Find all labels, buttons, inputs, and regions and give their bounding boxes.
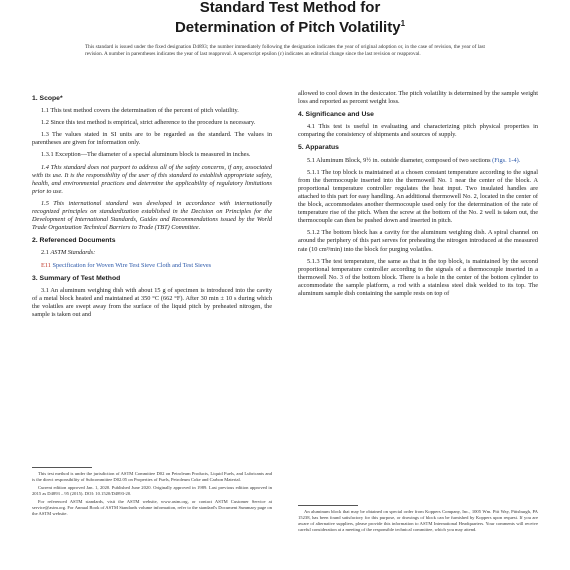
footnote-1: This test method is under the jurisdiction of ASTM Committee D02 on Petroleum Products, Liquid Fuels, and Lubricants and is the direct responsibility of Subcommittee D02.05 on Properties of Fuels, Petroleum Coke and Carbon Material. bbox=[32, 471, 272, 482]
left-column bbox=[32, 90, 272, 323]
paragraph-1-5: 1.5 This international standard was developed in accordance with internationally recognized principles on standardization established in the Decision on Principles for the Development of International Standards, Guides and Recommendations issued by the World Trade Organization Technical Barriers to Trade (TBT) Committee. bbox=[32, 199, 272, 232]
footnotes-left bbox=[32, 471, 272, 519]
paragraph-5-1-1: 5.1.1 The top block is maintained at a chosen constant temperature according to the signal from the thermocouple inserted into the thermowell No. 1 near the center of the block. A proportional temperature controller regulates the heat input. Two insulated handles are attached to this part for easy handling. An additional thermowell No. 2, located in the center of the block, accommodates another thermocouple used only for the determination of the rate of temperature rise of the pitch. When the screw at the bottom of the No. 2 well is taken out, the thermocouple can then be pushed down and inserted in pitch. bbox=[298, 168, 538, 225]
footnote-rule-right bbox=[298, 505, 358, 506]
footnotes-right bbox=[298, 509, 538, 535]
section-heading-referenced-documents: 2. Referenced Documents bbox=[32, 237, 116, 245]
document-title bbox=[80, 0, 500, 36]
right-column bbox=[298, 90, 538, 302]
paragraph-5-1-text: 5.1 Aluminum Block, 9½ in. outside diameter, composed of two sections bbox=[307, 156, 491, 164]
paragraph-3-1: 3.1 An aluminum weighing dish with about 15 g of specimen is introduced into the cavity of a metal block heated and maintained at 350 °C (662 °F). After 30 min ± 10 s during which the volatiles are swept away from the surface of the liquid pitch by preheated nitrogen, the sample is taken out and bbox=[32, 286, 272, 318]
designation-preamble: This standard is issued under the fixed designation D4893; the number immediately following the designation indicates the year of original adoption or, in the case of revision, the year of last revision. A number in parentheses indicates the year of last reapproval. A superscript epsilon (ε) indicates an editorial change since the last revision or reapproval. bbox=[85, 44, 485, 57]
title-line-2: Determination of Pitch Volatility bbox=[174, 19, 401, 36]
paragraph-1-4: 1.4 This standard does not purport to address all of the safety concerns, if any, associated with its use. It is the responsibility of the user of this standard to establish appropriate safety, health, and environmental practices and determine the applicability of regulatory limitations prior to use. bbox=[32, 163, 272, 195]
reference-e11-link[interactable]: E11 bbox=[41, 261, 51, 269]
paragraph-4-1: 4.1 This test is useful in evaluating and characterizing pitch physical properties in comparing the consistency of shipments and sources of supply. bbox=[298, 123, 538, 139]
reference-text: ASTM Standards: bbox=[50, 249, 96, 257]
paragraph-5-1-3: 5.1.3 The test temperature, the same as that in the top block, is maintained by the second proportional temperature controller according to the signals of a thermocouple inserted in a thermowell No. 3 of the bottom block. There is a hole in the center of the bottom cylinder to accommodate the sample platform, a rod with a stainless steel disk welded to its top. The aluminum sample dish containing the sample rests on top of bbox=[298, 257, 538, 297]
title-footnote-mark: 1 bbox=[400, 19, 406, 28]
footnote-4: An aluminum block that may be obtained on special order from Koppers Company, Inc., 1005 Wm. Pitt Way, Pittsburgh, PA 15238, has been found satisfactory for this purpose, or drawings of block can be furnished by Koppers upon request. If you are aware of alternative suppliers, please provide this information to ASTM International Headquarters. Your comments will receive careful consideration at a meeting of the responsible technical committee, which you may attend. bbox=[298, 509, 538, 532]
reference-astm-standards bbox=[32, 249, 272, 257]
reference-e11-title-link[interactable]: Specification for Woven Wire Test Sieve Cloth and Test Sieves bbox=[52, 261, 212, 269]
paragraph-1-3: 1.3 The values stated in SI units are to be regarded as the standard. The values in parentheses are given for information only. bbox=[32, 131, 272, 147]
figure-link[interactable]: (Figs. 1-4). bbox=[492, 156, 521, 164]
footnote-2: Current edition approved Jan. 1, 2020. Published June 2020. Originally approved in 1989. Last previous edition approved in 2015 as D4893 – 95 (2015). DOI: 10.1520/D4893-20. bbox=[32, 485, 272, 496]
paragraph-3-1-continued: allowed to cool down in the desiccator. The pitch volatility is determined by the sample weight loss and reported as percent weight loss. bbox=[298, 90, 538, 106]
footnote-3: For referenced ASTM standards, visit the ASTM website, www.astm.org, or contact ASTM Customer Service at service@astm.org. For Annual Book of ASTM Standards volume information, refer to the standard's Document Summary page on the ASTM website. bbox=[32, 499, 272, 516]
section-heading-significance: 4. Significance and Use bbox=[298, 111, 374, 119]
footnote-rule-left bbox=[32, 467, 92, 468]
section-heading-summary: 3. Summary of Test Method bbox=[32, 274, 121, 282]
section-heading-apparatus: 5. Apparatus bbox=[298, 144, 339, 152]
paragraph-5-1-2: 5.1.2 The bottom block has a cavity for the aluminum weighing dish. A spiral channel on around the periphery of this part serves for preheating the nitrogen introduced at the measured rate (10 cm³/min) into the block for purging volatiles. bbox=[298, 229, 538, 253]
paragraph-5-1 bbox=[298, 157, 538, 165]
paragraph-1-2: 1.2 Since this test method is empirical, strict adherence to the procedure is necessary. bbox=[41, 119, 256, 127]
reference-e11 bbox=[32, 262, 272, 270]
paragraph-1-1: 1.1 This test method covers the determination of the percent of pitch volatility. bbox=[41, 107, 239, 115]
paragraph-1-3-1: 1.3.1 Exception—The diameter of a special aluminum block is measured in inches. bbox=[41, 151, 251, 159]
reference-number: 2.1 bbox=[41, 249, 49, 257]
title-line-1: Standard Test Method for bbox=[199, 0, 381, 16]
section-heading-scope: 1. Scope* bbox=[32, 95, 63, 102]
